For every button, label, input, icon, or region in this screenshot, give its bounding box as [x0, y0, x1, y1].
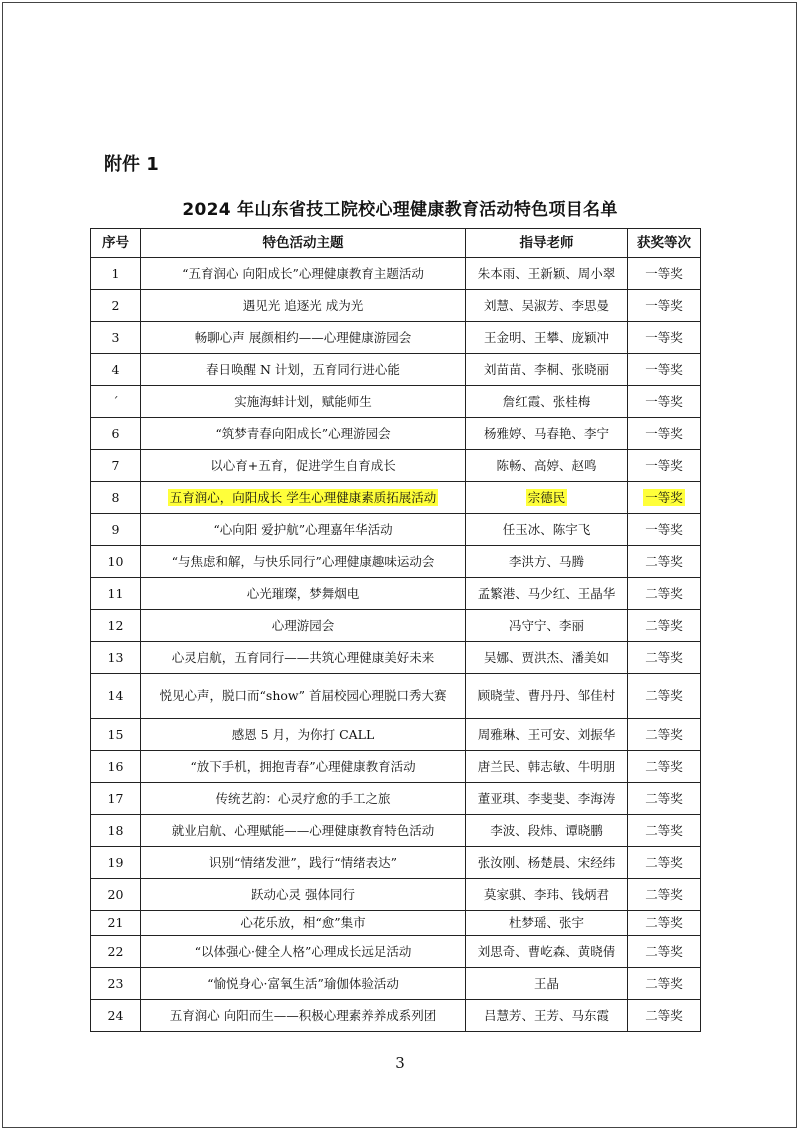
row-theme-text: 春日唤醒 N 计划，五育同行进心能	[206, 361, 400, 377]
row-teachers-text: 王晶	[533, 975, 559, 991]
row-award-text: 一等奖	[645, 393, 683, 409]
table-row	[91, 968, 701, 1000]
row-number	[91, 815, 141, 847]
row-award-text: 二等奖	[645, 886, 683, 902]
row-teachers-text: 陈畅、高婷、赵鸣	[496, 457, 597, 473]
row-number	[91, 879, 141, 911]
row-teachers-text: 张汝刚、杨楚晨、宋经纬	[477, 854, 616, 870]
row-teachers-text: 周雅琳、王可安、刘振华	[477, 726, 616, 742]
row-award	[628, 418, 701, 450]
row-teachers	[466, 911, 628, 936]
row-number	[91, 482, 141, 514]
row-teachers	[466, 751, 628, 783]
row-theme-text: 心光璀璨，梦舞烟电	[246, 585, 360, 601]
row-award-text: 二等奖	[645, 726, 683, 742]
row-number-text: 1	[111, 265, 120, 281]
row-award	[628, 1000, 701, 1032]
row-award	[628, 322, 701, 354]
row-theme-text: 以心育+五育，促进学生自育成长	[210, 457, 396, 473]
table-row	[91, 751, 701, 783]
row-award-text: 二等奖	[645, 617, 683, 633]
header-award: 获奖等次	[628, 229, 701, 258]
row-theme-text: “筑梦青春向阳成长”心理游园会	[215, 425, 391, 441]
row-award	[628, 354, 701, 386]
row-number	[91, 783, 141, 815]
row-teachers-text: 冯守宁、李丽	[508, 617, 584, 633]
row-award-text: 一等奖	[645, 265, 683, 281]
row-theme-text: “以体强心·健全人格”心理成长远足活动	[194, 943, 412, 959]
row-number	[91, 719, 141, 751]
row-teachers	[466, 847, 628, 879]
row-teachers	[466, 1000, 628, 1032]
row-number-text: 16	[107, 758, 124, 774]
row-award-text: 二等奖	[645, 943, 683, 959]
row-number-text: 23	[107, 975, 124, 991]
row-theme-text: 识别“情绪发泄”，践行“情绪表达”	[208, 854, 398, 870]
document-title: 2024 年山东省技工院校心理健康教育活动特色项目名单	[182, 200, 618, 220]
row-teachers-text: 杜梦瑶、张宇	[508, 915, 584, 930]
row-number	[91, 610, 141, 642]
row-number-text: 7	[111, 457, 120, 473]
row-theme	[141, 290, 466, 322]
row-teachers	[466, 936, 628, 968]
header-teachers: 指导老师	[466, 229, 628, 258]
table-row	[91, 322, 701, 354]
row-award	[628, 578, 701, 610]
table-body	[91, 258, 701, 1032]
row-theme	[141, 354, 466, 386]
row-number-text: 8	[111, 489, 120, 505]
row-award	[628, 514, 701, 546]
table-row	[91, 783, 701, 815]
row-award-text: 一等奖	[645, 457, 683, 473]
row-award	[628, 674, 701, 719]
row-award-text: 二等奖	[645, 822, 683, 838]
table-row	[91, 258, 701, 290]
row-teachers-text: 莫家骐、李玮、钱炳君	[483, 886, 609, 902]
row-teachers	[466, 642, 628, 674]
row-theme	[141, 879, 466, 911]
row-number	[91, 847, 141, 879]
row-award-text: 一等奖	[645, 521, 683, 537]
row-number	[91, 751, 141, 783]
row-number-text: 13	[107, 649, 124, 665]
row-teachers-text: 詹红霞、张桂梅	[502, 393, 591, 409]
row-theme	[141, 418, 466, 450]
table-row	[91, 879, 701, 911]
row-teachers-text: 吕慧芳、王芳、马东霞	[483, 1007, 609, 1023]
row-award-text: 一等奖	[645, 489, 683, 505]
row-award-text: 二等奖	[645, 1007, 683, 1023]
row-theme	[141, 719, 466, 751]
row-teachers-text: 王金明、王攀、庞颖冲	[483, 329, 609, 345]
row-number-text: 3	[111, 329, 120, 345]
row-theme-text: “放下手机，拥抱青春”心理健康教育活动	[190, 758, 416, 774]
row-number-text: 2	[111, 297, 120, 313]
row-award-text: 二等奖	[645, 688, 683, 703]
row-teachers-text: 刘慧、吴淑芳、李思曼	[483, 297, 609, 313]
row-theme-text: 跃动心灵 强体同行	[251, 886, 355, 902]
row-theme	[141, 482, 466, 514]
row-number-text: 17	[107, 790, 124, 806]
row-teachers	[466, 968, 628, 1000]
row-theme-text: “心向阳 爱护航”心理嘉年华活动	[213, 521, 393, 537]
row-theme-text: 就业启航、心理赋能——心理健康教育特色活动	[171, 822, 435, 838]
table-row	[91, 482, 701, 514]
row-teachers-text: 李洪方、马腾	[508, 553, 584, 569]
row-number	[91, 290, 141, 322]
row-theme-text: 悦见心声，脱口而“show” 首届校园心理脱口秀大赛	[159, 688, 447, 703]
row-number-text: 9	[111, 521, 120, 537]
row-award	[628, 911, 701, 936]
row-award	[628, 751, 701, 783]
row-theme	[141, 386, 466, 418]
table-row	[91, 354, 701, 386]
row-award	[628, 847, 701, 879]
row-theme-text: “与焦虑和解，与快乐同行”心理健康趣味运动会	[171, 553, 435, 569]
row-teachers	[466, 879, 628, 911]
row-theme-text: 五育润心，向阳成长 学生心理健康素质拓展活动	[169, 489, 437, 505]
row-number-text: 11	[107, 585, 124, 601]
row-award-text: 二等奖	[645, 854, 683, 870]
row-award	[628, 610, 701, 642]
table-row	[91, 847, 701, 879]
row-theme-text: 五育润心 向阳而生——积极心理素养养成系列团	[169, 1007, 437, 1023]
row-number	[91, 674, 141, 719]
header-theme: 特色活动主题	[141, 229, 466, 258]
row-teachers-text: 孟繁港、马少红、王晶华	[477, 585, 616, 601]
row-theme	[141, 642, 466, 674]
table-row	[91, 1000, 701, 1032]
row-number	[91, 911, 141, 936]
row-number-text: 6	[111, 425, 120, 441]
row-teachers	[466, 482, 628, 514]
table-row	[91, 815, 701, 847]
row-theme	[141, 783, 466, 815]
row-teachers-text: 吴娜、贾洪杰、潘美如	[483, 649, 609, 665]
row-theme	[141, 258, 466, 290]
row-theme	[141, 968, 466, 1000]
table-header-row	[91, 229, 701, 258]
row-theme	[141, 911, 466, 936]
row-theme-text: 心灵启航，五育同行——共筑心理健康美好未来	[171, 649, 435, 665]
row-award	[628, 783, 701, 815]
row-number	[91, 514, 141, 546]
row-teachers-text: 董亚琪、李斐斐、李海涛	[477, 790, 616, 806]
row-teachers	[466, 674, 628, 719]
row-theme	[141, 936, 466, 968]
row-teachers	[466, 386, 628, 418]
row-teachers	[466, 354, 628, 386]
row-teachers-text: 刘苗苗、李桐、张晓丽	[483, 361, 609, 377]
row-award	[628, 450, 701, 482]
row-number	[91, 968, 141, 1000]
row-theme	[141, 1000, 466, 1032]
table-row	[91, 578, 701, 610]
table-row	[91, 936, 701, 968]
award-table	[90, 228, 701, 1032]
row-teachers	[466, 258, 628, 290]
row-award	[628, 719, 701, 751]
row-teachers	[466, 719, 628, 751]
row-award-text: 一等奖	[645, 297, 683, 313]
row-award	[628, 386, 701, 418]
row-award-text: 二等奖	[645, 975, 683, 991]
row-award-text: 二等奖	[645, 585, 683, 601]
row-award-text: 二等奖	[645, 915, 683, 930]
row-theme	[141, 847, 466, 879]
row-teachers	[466, 514, 628, 546]
row-award	[628, 815, 701, 847]
row-teachers	[466, 450, 628, 482]
row-theme-text: “五育润心 向阳成长”心理健康教育主题活动	[182, 265, 424, 281]
row-number	[91, 418, 141, 450]
row-number-text: 21	[107, 915, 124, 930]
row-award-text: 二等奖	[645, 649, 683, 665]
table-row	[91, 290, 701, 322]
row-theme	[141, 610, 466, 642]
table-row	[91, 911, 701, 936]
table-row	[91, 386, 701, 418]
attachment-label: 附件 1	[104, 154, 159, 175]
row-teachers	[466, 783, 628, 815]
row-theme	[141, 514, 466, 546]
row-award	[628, 642, 701, 674]
row-number-text: 15	[107, 726, 124, 742]
row-award	[628, 482, 701, 514]
row-number	[91, 258, 141, 290]
row-teachers-text: 任玉冰、陈宇飞	[502, 521, 591, 537]
row-theme-text: 感恩 5 月，为你打 CALL	[231, 726, 375, 742]
table-row	[91, 610, 701, 642]
row-award	[628, 936, 701, 968]
row-theme-text: 心理游园会	[271, 617, 335, 633]
row-award	[628, 968, 701, 1000]
row-theme	[141, 578, 466, 610]
row-theme	[141, 815, 466, 847]
row-number	[91, 936, 141, 968]
row-number	[91, 578, 141, 610]
row-number-text: ˊ	[112, 393, 119, 409]
row-teachers-text: 宗德民	[527, 489, 566, 505]
row-number	[91, 1000, 141, 1032]
row-theme	[141, 322, 466, 354]
row-teachers-text: 朱本雨、王新颖、周小翠	[477, 265, 616, 281]
row-award	[628, 879, 701, 911]
row-theme	[141, 751, 466, 783]
row-teachers	[466, 418, 628, 450]
row-teachers-text: 杨雅婷、马春艳、李宁	[483, 425, 609, 441]
row-number-text: 12	[107, 617, 124, 633]
row-number-text: 20	[107, 886, 124, 902]
row-theme-text: 实施海蚌计划，赋能师生	[234, 393, 372, 409]
row-award-text: 二等奖	[645, 758, 683, 774]
row-number	[91, 450, 141, 482]
row-theme	[141, 674, 466, 719]
row-award-text: 二等奖	[645, 790, 683, 806]
table-row	[91, 514, 701, 546]
table-row	[91, 418, 701, 450]
row-theme-text: 心花乐放，相“愈”集市	[240, 915, 366, 930]
row-number-text: 18	[107, 822, 124, 838]
row-number	[91, 354, 141, 386]
row-teachers	[466, 610, 628, 642]
row-teachers	[466, 815, 628, 847]
row-teachers-text: 李波、段炜、谭晓鹏	[490, 822, 603, 838]
row-award-text: 一等奖	[645, 425, 683, 441]
table-row	[91, 450, 701, 482]
table-row	[91, 546, 701, 578]
row-award	[628, 546, 701, 578]
row-theme-text: 畅聊心声 展颜相约——心理健康游园会	[194, 329, 412, 345]
row-teachers-text: 顾晓莹、曹丹丹、邹佳村	[477, 688, 616, 703]
row-award	[628, 290, 701, 322]
row-number-text: 24	[107, 1007, 124, 1023]
row-number	[91, 546, 141, 578]
row-award	[628, 258, 701, 290]
row-number-text: 10	[107, 553, 124, 569]
header-number: 序号	[91, 229, 141, 258]
row-teachers-text: 唐兰民、韩志敏、牛明朋	[477, 758, 616, 774]
row-number	[91, 642, 141, 674]
row-teachers	[466, 578, 628, 610]
row-teachers	[466, 290, 628, 322]
row-award-text: 二等奖	[645, 553, 683, 569]
row-theme-text: “愉悦身心·富氧生活”瑜伽体验活动	[207, 975, 399, 991]
table-row	[91, 642, 701, 674]
row-teachers	[466, 546, 628, 578]
row-award-text: 一等奖	[645, 361, 683, 377]
row-number-text: 19	[107, 854, 124, 870]
table-row	[91, 674, 701, 719]
row-theme-text: 遇见光 追逐光 成为光	[242, 297, 364, 313]
row-theme	[141, 450, 466, 482]
row-teachers	[466, 322, 628, 354]
row-award-text: 一等奖	[645, 329, 683, 345]
row-number	[91, 322, 141, 354]
row-teachers-text: 刘思奇、曹屹森、黄晓倩	[477, 943, 616, 959]
row-number	[91, 386, 141, 418]
table-row	[91, 719, 701, 751]
row-number-text: 4	[111, 361, 120, 377]
row-theme-text: 传统艺韵：心灵疗愈的手工之旅	[215, 790, 391, 806]
page-number: 3	[395, 1054, 405, 1072]
row-theme	[141, 546, 466, 578]
row-number-text: 14	[107, 688, 124, 703]
row-number-text: 22	[107, 943, 124, 959]
